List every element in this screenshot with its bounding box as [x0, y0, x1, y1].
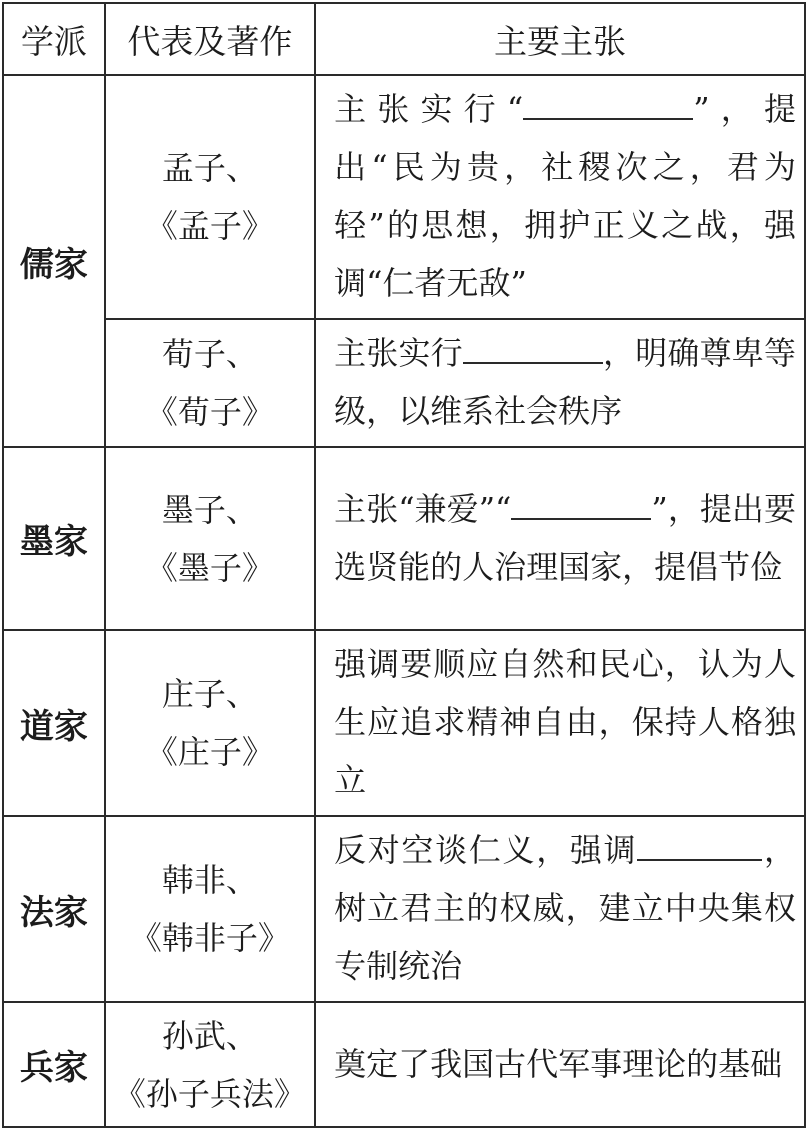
- table-row: [3, 630, 805, 816]
- school-name: 道家: [3, 630, 105, 816]
- work-title: 《庄子》: [145, 733, 274, 771]
- work-title: 《孟子》: [145, 207, 274, 245]
- representative-cell: [105, 1002, 315, 1127]
- claim-text: 强调要顺应自然和民心，认为人生应追求精神自由，保持人格独立: [315, 630, 805, 816]
- representative-cell: [105, 319, 315, 447]
- hundred-schools-table: [2, 2, 806, 1128]
- header-school: 学派: [3, 3, 105, 75]
- work-title: 《墨子》: [145, 548, 274, 587]
- table-row: [3, 816, 805, 1002]
- table-row: [3, 319, 805, 447]
- claim-text: ，明确尊卑等级，以维系社会秩序: [334, 334, 796, 430]
- claim-text: ”，提出“民为贵，社稷次之，君为轻”的思想，拥护正义之战，强调“仁者无敌”: [334, 90, 796, 302]
- work-title: 《孙子兵法》: [113, 1074, 306, 1113]
- claim-text: 主张“兼爱”“: [334, 489, 512, 528]
- table-header-row: [3, 3, 805, 75]
- representative-cell: [105, 447, 315, 630]
- claim-cell: [315, 319, 805, 447]
- claim-text: 主张实行“: [334, 90, 524, 128]
- header-claims: 主要主张: [315, 3, 805, 75]
- thinker-name: 墨子、: [161, 490, 258, 529]
- claim-cell: [315, 447, 805, 630]
- thinker-name: 孟子、: [161, 149, 258, 187]
- answer-blank[interactable]: [511, 486, 651, 520]
- thinker-name: 庄子、: [161, 675, 258, 713]
- claim-text: ”，提出要选贤能的人治理国家，提倡节俭: [334, 489, 796, 586]
- claim-cell: [315, 816, 805, 1002]
- header-representative: 代表及著作: [105, 3, 315, 75]
- answer-blank[interactable]: [637, 827, 762, 861]
- representative-cell: [105, 75, 315, 319]
- thinker-name: 韩非、: [161, 861, 258, 899]
- answer-blank[interactable]: [463, 330, 603, 364]
- school-name: 墨家: [3, 447, 105, 630]
- work-title: 《韩非子》: [129, 919, 290, 957]
- answer-blank[interactable]: [523, 86, 693, 120]
- school-name: 法家: [3, 816, 105, 1002]
- thinker-name: 荀子、: [161, 335, 258, 373]
- claim-cell: [315, 75, 805, 319]
- representative-cell: [105, 630, 315, 816]
- school-name: 兵家: [3, 1002, 105, 1127]
- school-name: 儒家: [3, 75, 105, 447]
- work-title: 《荀子》: [145, 393, 274, 431]
- claim-text: 主张实行: [334, 334, 463, 372]
- thinker-name: 孙武、: [161, 1016, 258, 1055]
- claim-text: 反对空谈仁义，强调: [334, 831, 638, 869]
- representative-cell: [105, 816, 315, 1002]
- claim-text: ，树立君主的权威，建立中央集权专制统治: [334, 831, 796, 985]
- claim-text: 奠定了我国古代军事理论的基础: [315, 1002, 805, 1127]
- table-row: [3, 447, 805, 630]
- table-row: [3, 75, 805, 319]
- table-row: [3, 1002, 805, 1127]
